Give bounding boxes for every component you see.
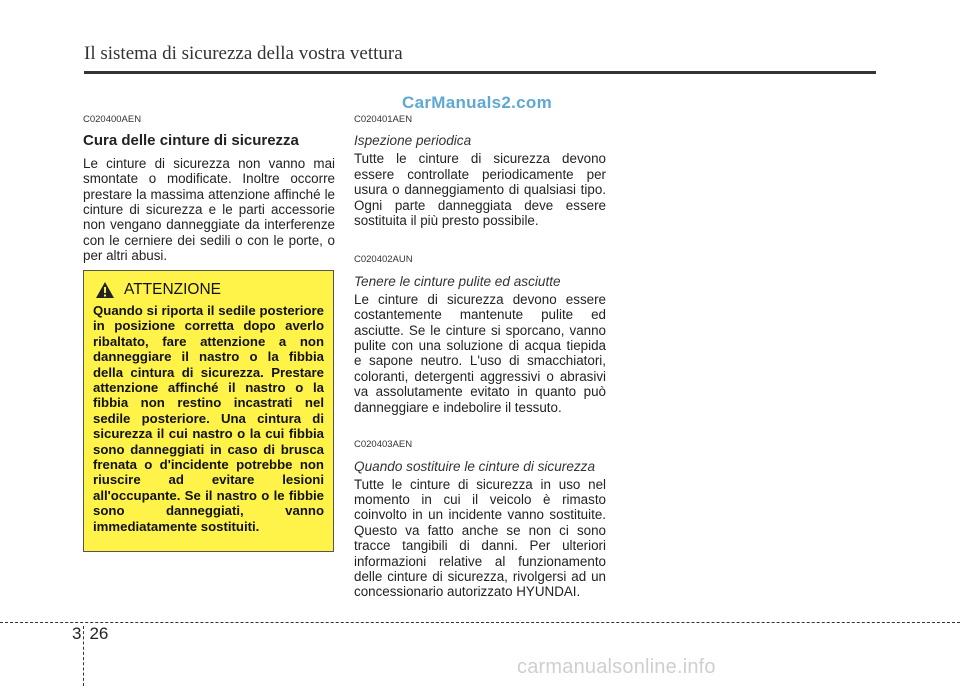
page-number-value: 26 <box>89 624 109 643</box>
section-paragraph: Tutte le cinture di sicurezza devono essere controllate periodicamente per usura o danneggiamento di qualsiasi tipo. Ogni parte danneggiata deve essere sostituita il più presto possibile. <box>354 151 606 229</box>
page-header-title: Il sistema di sicurezza della vostra vettura <box>84 43 403 64</box>
chapter-number: 3 <box>72 624 82 643</box>
watermark-top[interactable]: CarManuals2.com <box>402 93 552 112</box>
warning-box <box>83 270 334 552</box>
page-number <box>72 624 108 644</box>
section-code: C020400AEN <box>83 114 142 125</box>
section-heading: Ispezione periodica <box>354 133 472 149</box>
left-column <box>83 112 335 264</box>
footer-rule <box>0 622 960 623</box>
warning-text: Quando si riporta il sedile posteriore in posizione corretta dopo averlo ribaltato, fare attenzione a non danneggiare il nastro o la fibbia della cintura di sicurezza. Prestare attenzione affinché il nastro o la fibbia non restino incastrati nel sedile posteriore. Una cintura di sicurezza il cui nastro o la cui fibbia sono danneggiati in caso di brusca frenata o d'incidente potrebbe non riuscire ad evitare lesioni all'occupante. Se il nastro o le fibbie sono danneggiati, vanno immediatamente sostituiti. <box>93 303 324 534</box>
section-code: C020402AUN <box>354 254 413 266</box>
section-heading: Quando sostituire le cinture di sicurezza <box>354 458 596 474</box>
section-paragraph: Le cinture di sicurezza devono essere costantemente mantenute pulite ed asciutte. Se le cinture si sporcano, vanno pulite con una soluzione di acqua tiepida e sapone neutro. L'uso di smacchiatori, coloranti, detergenti aggressivi o abrasivi va assolutamente evitato in quanto può danneggiare e indebolire il tessuto. <box>354 291 606 415</box>
right-column <box>354 112 606 600</box>
section-paragraph: Le cinture di sicurezza non vanno mai smontate o modificate. Inoltre occorre prestare la massima attenzione affinché le cinture di sicurezza e le parti accessorie non vengano danneggiate da interferenze con le cerniere dei sedili o con le porte, o per altri abusi. <box>83 155 335 264</box>
section-code: C020401AEN <box>354 114 413 125</box>
section-heading: Cura delle cinture di sicurezza <box>83 132 299 150</box>
section-when-replace <box>354 437 606 600</box>
header-rule <box>84 71 876 74</box>
watermark-bottom[interactable]: carmanualsonline.info <box>517 656 716 678</box>
section-keep-clean <box>354 252 606 415</box>
section-paragraph: Tutte le cinture di sicurezza in uso nel momento in cui il veicolo è rimasto coinvolto in un incidente vanno sostituite. Questo va fatto anche se non ci sono tracce tangibili di danni. Per ulteriori informazioni relative al funzionamento delle cinture di sicurezza, rivolgersi ad un concessionario autorizzato HYUNDAI. <box>354 476 606 600</box>
warning-triangle-icon <box>95 281 115 299</box>
section-periodic-inspection <box>354 112 606 228</box>
warning-title: ATTENZIONE <box>124 281 222 298</box>
section-code: C020403AEN <box>354 439 413 451</box>
warning-header <box>93 281 324 299</box>
section-heading: Tenere le cinture pulite ed asciutte <box>354 273 561 289</box>
